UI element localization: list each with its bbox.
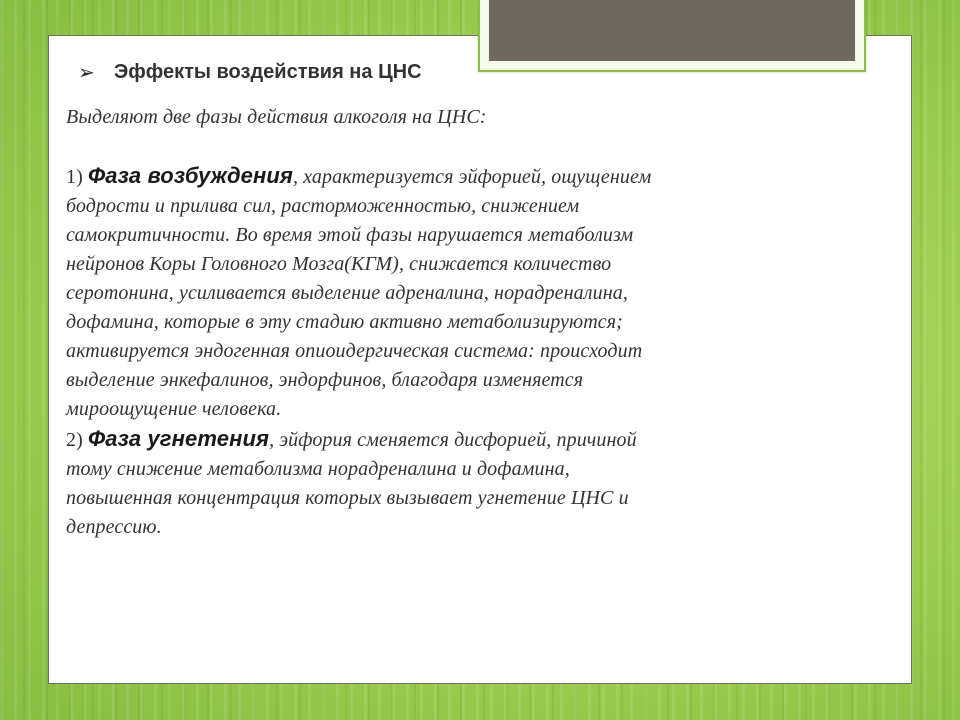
- arrow-bullet-icon: ➢: [78, 60, 95, 84]
- phase-2-line: депрессию.: [66, 516, 162, 538]
- phase-1-line: бодрости и прилива сил, расторможенностью, снижением: [66, 195, 580, 217]
- phase-1-title: Фаза возбуждения: [87, 163, 293, 188]
- photo-frame: [478, 0, 866, 72]
- phase-1-line: выделение энкефалинов, эндорфинов, благодаря изменяется: [66, 369, 584, 391]
- slide-heading: [78, 60, 422, 84]
- heading-text: Эффекты воздействия на ЦНС: [114, 60, 422, 83]
- phase-2-line: тому снижение метаболизма норадреналина и дофамина,: [66, 458, 570, 480]
- photo-placeholder: [489, 0, 855, 61]
- phase-2-line: повышенная концентрация которых вызывает угнетение ЦНС и: [66, 487, 629, 509]
- intro-paragraph: Выделяют две фазы действия алкоголя на ЦНС:: [66, 106, 487, 128]
- phase-2-line: , эйфория сменяется дисфорией, причиной: [269, 429, 637, 451]
- phase-1-line: серотонина, усиливается выделение адреналина, норадреналина,: [66, 282, 628, 304]
- slide-body: [66, 103, 826, 542]
- phase-1-line: мироощущение человека.: [66, 398, 282, 420]
- phase-2-number: 2): [66, 429, 83, 451]
- phase-1-line: , характеризуется эйфорией, ощущением: [292, 166, 652, 188]
- phase-1-line: дофамина, которые в эту стадию активно метаболизируются;: [66, 311, 623, 333]
- phase-1-line: самокритичности. Во время этой фазы нарушается метаболизм: [66, 224, 634, 246]
- phase-2-paragraph: [66, 424, 826, 542]
- phase-1-line: активируется эндогенная опиоидергическая система: происходит: [66, 340, 643, 362]
- phase-1-paragraph: [66, 161, 826, 424]
- phase-1-number: 1): [66, 166, 83, 188]
- phase-1-line: нейронов Коры Головного Мозга(КГМ), снижается количество: [66, 253, 612, 275]
- phase-2-title: Фаза угнетения: [87, 426, 270, 451]
